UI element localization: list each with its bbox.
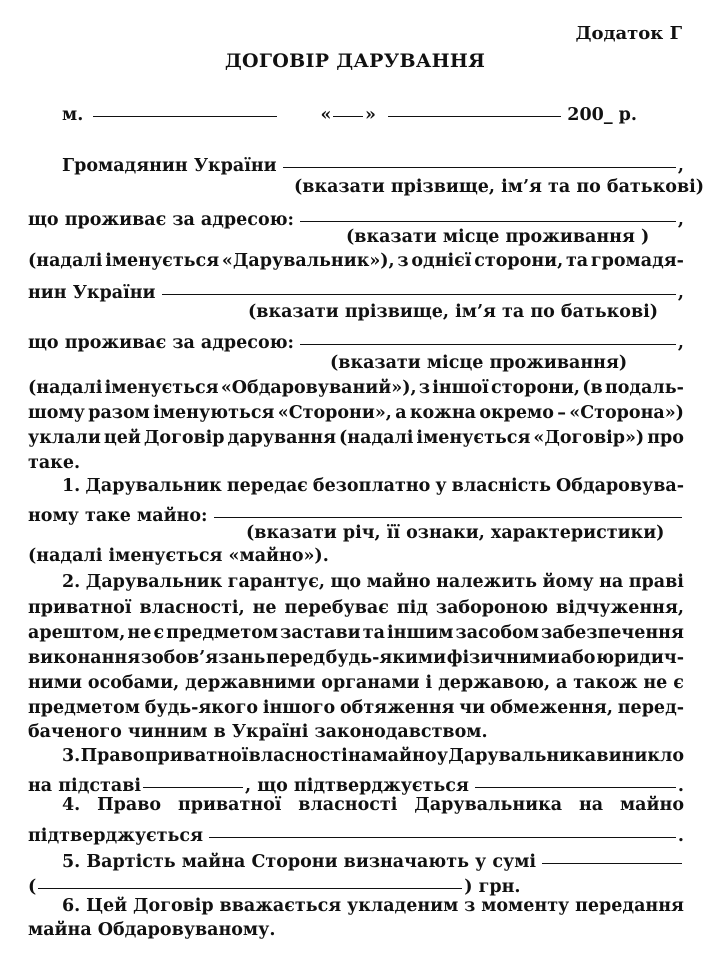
clause-1-property-row xyxy=(28,502,684,525)
donor-name-field[interactable] xyxy=(283,149,676,168)
recipient-name-hint: (вказати прізвище, ім’я та по батькові) xyxy=(248,302,659,322)
month-field[interactable] xyxy=(388,98,561,117)
recipient-name-field[interactable] xyxy=(162,276,676,295)
donor-address-field[interactable] xyxy=(300,203,676,222)
quote-open: « xyxy=(320,104,332,125)
clause-1-line-1: 1. Дарувальник передає безоплатно у власність Обдаровува- xyxy=(62,476,684,496)
ownership-document-field[interactable] xyxy=(209,819,676,838)
donor-named-line: (надалі іменується «Дарувальник»), з однієї сторони, та громадя- xyxy=(28,251,684,271)
recipient-address-comma: , xyxy=(677,332,684,353)
donor-name-hint: (вказати прізвище, ім’я та по батькові) xyxy=(294,177,705,197)
basis-field[interactable] xyxy=(143,769,243,788)
recipient-line-4: таке. xyxy=(28,453,81,473)
city-field[interactable] xyxy=(93,98,276,117)
recipient-line-2: шому разом іменуються «Сторони», а кожна окремо – «Сторона») xyxy=(28,403,684,423)
city-prefix: м. xyxy=(62,104,84,125)
donor-name-comma: , xyxy=(677,155,684,176)
clause-2-line-2: приватної власності, не перебуває під забороною відчуження, xyxy=(28,598,684,618)
donor-address-hint: (вказати місце проживання ) xyxy=(346,227,650,247)
clause-4-period: . xyxy=(677,825,684,846)
property-field[interactable] xyxy=(214,499,683,518)
clause-5-row xyxy=(28,848,684,871)
clause-3-basis-label: на підставі xyxy=(28,775,142,796)
clause-1-line-2: ному таке майно: xyxy=(28,505,208,526)
clause-2-line-3: арештом, не є предметом застави та іншим засобом забезпечення xyxy=(28,623,684,643)
clause-1-line-3: (надалі іменується «майно»). xyxy=(28,546,329,566)
donor-citizen-label: Громадянин України xyxy=(62,155,277,176)
recipient-address-row xyxy=(28,329,684,352)
clause-4-confirm-label: підтверджується xyxy=(28,825,203,846)
price-paren-open: ( xyxy=(28,876,37,897)
clause-3-line-1: 3. Право приватної власності на майно у Дарувальника виникло xyxy=(62,746,684,766)
property-hint: (вказати річ, її ознаки, характеристики) xyxy=(246,523,665,543)
city-date-row xyxy=(62,101,637,124)
recipient-address-field[interactable] xyxy=(300,326,676,345)
price-words-row xyxy=(28,873,521,896)
price-numeric-field[interactable] xyxy=(542,845,682,864)
clause-3-basis-row xyxy=(28,772,684,795)
day-field[interactable] xyxy=(333,98,363,117)
clause-3-period: . xyxy=(677,775,684,796)
donor-address-row xyxy=(28,206,684,229)
year-label: 200_ р. xyxy=(567,104,637,125)
clause-4-confirm-row xyxy=(28,822,684,845)
quote-close: » xyxy=(365,104,376,125)
clause-2-line-7: баченого чинним в Україні законодавством. xyxy=(28,722,488,742)
basis-document-field[interactable] xyxy=(475,769,676,788)
clause-2-line-1: 2. Дарувальник гарантує, що майно належить йому на праві xyxy=(62,572,684,592)
donor-address-comma: , xyxy=(677,209,684,230)
recipient-citizen-label: нин України xyxy=(28,282,156,303)
recipient-address-label: що проживає за адресою: xyxy=(28,332,295,353)
clause-2-line-4: виконання зобов’язань перед будь-якими фізичними або юридич- xyxy=(28,648,684,668)
clause-6-line-1: 6. Цей Договір вважається укладеним з моменту передання xyxy=(62,896,684,916)
recipient-address-hint: (вказати місце проживання) xyxy=(330,353,628,373)
price-words-field[interactable] xyxy=(38,870,462,889)
clause-4-line-1: 4. Право приватної власності Дарувальника на майно xyxy=(62,795,684,815)
price-currency: ) грн. xyxy=(464,876,521,897)
clause-2-line-5: ними особами, державними органами і державою, а також не є xyxy=(28,673,684,693)
appendix-label: Додаток Г xyxy=(575,23,682,44)
clause-5-label: 5. Вартість майна Сторони визначають у сумі xyxy=(62,851,537,872)
clause-6-line-2: майна Обдаровуваному. xyxy=(28,920,276,940)
recipient-name-row xyxy=(28,279,684,302)
clause-3-confirm-label: , що підтверджується xyxy=(245,775,469,796)
donor-name-row xyxy=(62,152,684,175)
clause-2-line-6: предметом будь-якого іншого обтяження чи обмеження, перед- xyxy=(28,698,684,718)
page-title: ДОГОВІР ДАРУВАННЯ xyxy=(224,50,486,72)
recipient-line-3: уклали цей Договір дарування (надалі іменується «Договір») про xyxy=(28,428,684,448)
donor-address-label: що проживає за адресою: xyxy=(28,209,295,230)
recipient-name-comma: , xyxy=(677,282,684,303)
recipient-line-1: (надалі іменується «Обдаровуваний»), з іншої сторони, (в подаль- xyxy=(28,378,684,398)
